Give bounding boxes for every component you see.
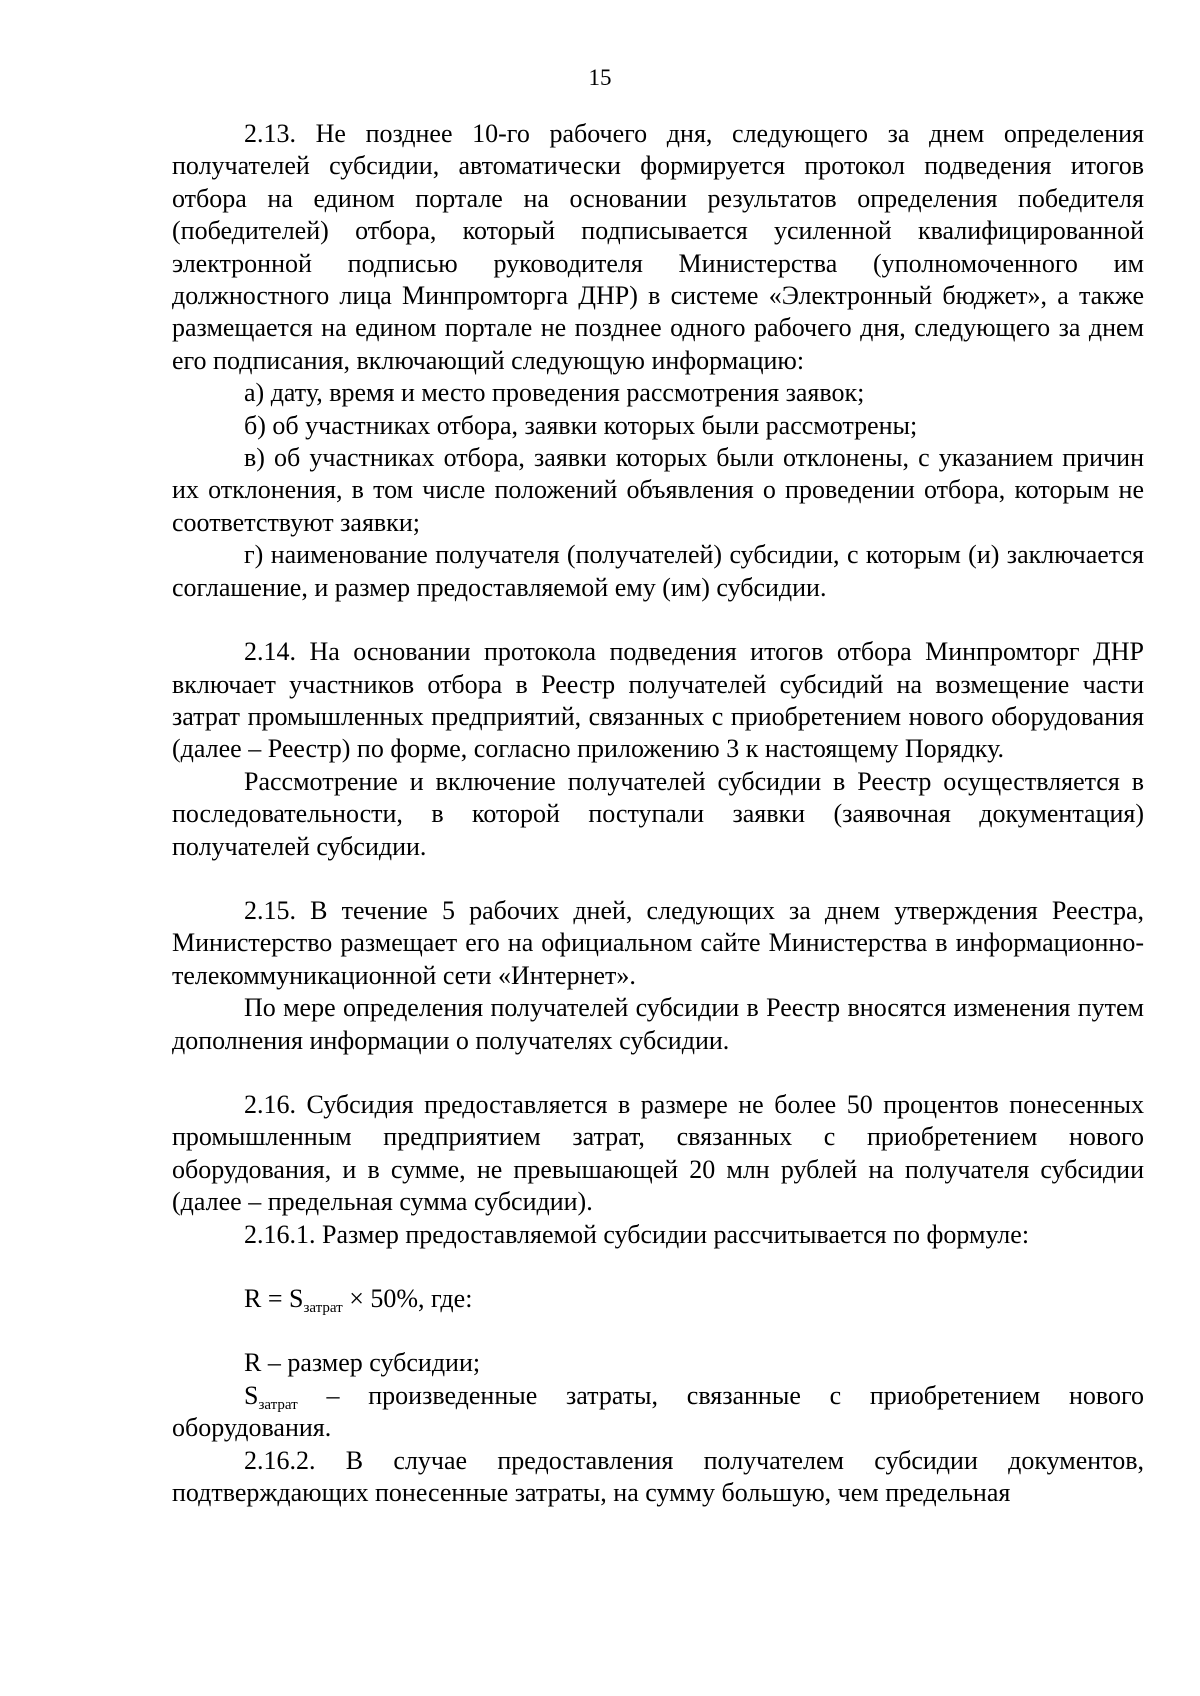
definition-s-text: – произведенные затраты, связанные с приобретением нового оборудования.: [172, 1380, 1144, 1443]
list-item-v: в) об участниках отбора, заявки которых были отклонены, с указанием причин их отклонения, в том числе положений объявления о проведении отбора, которым не соответствуют заявки;: [172, 443, 1144, 537]
formula-subscript: затрат: [303, 1300, 343, 1316]
list-item-b: б) об участниках отбора, заявки которых были рассмотрены;: [244, 410, 918, 440]
formula-lhs: R = S: [244, 1284, 304, 1313]
paragraph-2-16-2: 2.16.2. В случае предоставления получателем субсидии документов, подтверждающих понесенные затраты, на сумму большую, чем предельная: [172, 1445, 1144, 1508]
formula-rhs: × 50%, где:: [342, 1284, 473, 1313]
definition-s: [172, 1380, 1144, 1445]
list-item-a: а) дату, время и место проведения рассмотрения заявок;: [244, 378, 865, 408]
paragraph-2-15: 2.15. В течение 5 рабочих дней, следующих за днем утверждения Реестра, Министерство размещает его на официальном сайте Министерства в информационно-телекоммуникационной сети «Интернет».: [172, 895, 1144, 990]
paragraph-2-16-1: 2.16.1. Размер предоставляемой субсидии рассчитывается по формуле:: [244, 1219, 1030, 1249]
paragraph-2-14-continued: Рассмотрение и включение получателей субсидии в Реестр осуществляется в последовательности, в которой поступали заявки (заявочная документация) получателей субсидии.: [172, 766, 1144, 861]
paragraph-2-16: 2.16. Субсидия предоставляется в размере не более 50 процентов понесенных промышленным предприятием затрат, связанных с приобретением нового оборудования, и в сумме, не превышающей 20 млн рублей на получателя субсидии (далее – предельная сумма субсидии).: [172, 1089, 1144, 1217]
definition-r: R – размер субсидии;: [244, 1348, 481, 1378]
paragraph-2-13: 2.13. Не позднее 10-го рабочего дня, следующего за днем определения получателей субсидии, автоматически формируется протокол подведения итогов отбора на едином портале на основании результатов определения победителя (победителей) отбора, который подписывается усиленной квалифицированной электронной подписью руководителя Министерства (уполномоченного им должностного лица Минпромторга ДНР) в системе «Электронный бюджет», а также размещается на едином портале не позднее одного рабочего дня, следующего за днем его подписания, включающий следующую информацию:: [172, 119, 1144, 375]
list-item-g: г) наименование получателя (получателей) субсидии, с которым (и) заключается соглашение, и размер предоставляемой ему (им) субсидии.: [172, 540, 1144, 602]
document-body: [172, 118, 1144, 1509]
page-number: 15: [588, 65, 612, 90]
definition-s-subscript: затрат: [258, 1396, 298, 1413]
formula: [172, 1283, 1144, 1315]
definition-s-symbol: S: [244, 1380, 259, 1410]
paragraph-2-14: 2.14. На основании протокола подведения итогов отбора Минпромторг ДНР включает участников отбора в Реестр получателей субсидий на возмещение части затрат промышленных предприятий, связанных с приобретением нового оборудования (далее – Реестр) по форме, согласно приложению 3 к настоящему Порядку.: [172, 637, 1144, 764]
paragraph-2-15-continued: По мере определения получателей субсидии в Реестр вносятся изменения путем дополнения информации о получателях субсидии.: [172, 993, 1144, 1055]
